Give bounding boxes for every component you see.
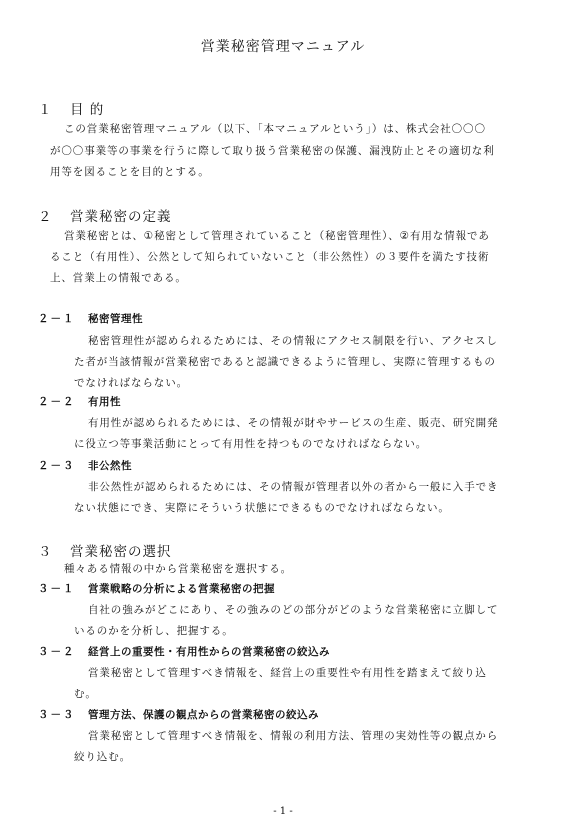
paragraph-line: この営業秘密管理マニュアル（以下、「本マニュアルという」）は、株式会社〇〇〇 [64,123,486,135]
paragraph-line: ない状態にでき、実際にそういう状態にできるものでなければならない。 [74,502,450,514]
subsection-3-2-heading [38,644,330,659]
paragraph-line: ること（有用性）、公然として知られていないこと（非公然性）の３要件を満たす技術 [50,251,490,263]
subsection-number: ２－２ [38,396,76,408]
paragraph-line: いるのかを分析し、把握する。 [74,625,234,637]
section-title: 目 的 [70,102,105,118]
paragraph-line: 秘密管理性が認められるためには、その情報にアクセス制限を行い、アクセスし [88,335,498,347]
subsection-title: 営業戦略の分析による営業秘密の把握 [88,583,275,595]
subsection-number: ３－１ [38,583,76,595]
subsection-title: 秘密管理性 [88,313,143,325]
subsection-2-1-heading [38,311,143,326]
paragraph-line: でなければならない。 [74,377,188,389]
subsection-2-2-heading [38,394,121,409]
paragraph-line: む。 [74,688,97,700]
paragraph-line: 自社の強みがどこにあり、その強みのどの部分がどのような営業秘密に立脚して [88,604,499,616]
paragraph-line: に役立つ等事業活動にとって有用性を持つものでなければならない。 [74,438,428,450]
section-3-heading [38,540,172,560]
document-title: 営業秘密管理マニュアル [200,39,366,55]
subsection-3-3-heading [38,707,319,722]
section-number: ３ [38,544,53,560]
section-number: ２ [38,209,53,225]
paragraph-line: 営業秘密として管理すべき情報を、経営上の重要性や有用性を踏まえて絞り込 [88,667,487,679]
page-number: - 1 - [273,806,293,817]
subsection-number: ２－１ [38,313,76,325]
paragraph-line: 絞り込む。 [74,751,131,763]
paragraph-line: 営業秘密とは、①秘密として管理されていること（秘密管理性）、②有用な情報であ [64,230,490,242]
paragraph-line: が〇〇事業等の事業を行うに際して取り扱う営業秘密の保護、漏洩防止とその適切な利 [50,145,495,157]
paragraph-line: 用等を図ることを目的とする。 [50,166,210,178]
paragraph-line: 種々ある情報の中から営業秘密を選択する。 [64,563,292,575]
section-title: 営業秘密の選択 [70,544,172,560]
subsection-2-3-heading [38,458,132,473]
subsection-3-1-heading [38,581,275,596]
subsection-title: 経営上の重要性・有用性からの営業秘密の絞込み [88,646,330,658]
subsection-title: 管理方法、保護の観点からの営業秘密の絞込み [88,709,319,721]
section-number: １ [38,102,53,118]
subsection-number: ３－２ [38,646,76,658]
section-title: 営業秘密の定義 [70,209,172,225]
subsection-title: 非公然性 [88,460,132,472]
subsection-number: ３－３ [38,709,76,721]
paragraph-line: た者が当該情報が営業秘密であると認識できるように管理し、実際に管理するもの [74,356,496,368]
paragraph-line: 有用性が認められるためには、その情報が財やサービスの生産、販売、研究開発 [88,417,499,429]
paragraph-line: 非公然性が認められるためには、その情報が管理者以外の者から一般に入手でき [88,481,499,493]
paragraph-line: 上、営業上の情報である。 [50,272,187,284]
section-2-heading [38,205,172,225]
section-1-heading [38,98,104,118]
paragraph-line: 営業秘密として管理すべき情報を、情報の利用方法、管理の実効性等の観点から [88,730,499,742]
subsection-title: 有用性 [88,396,121,408]
subsection-number: ２－３ [38,460,76,472]
